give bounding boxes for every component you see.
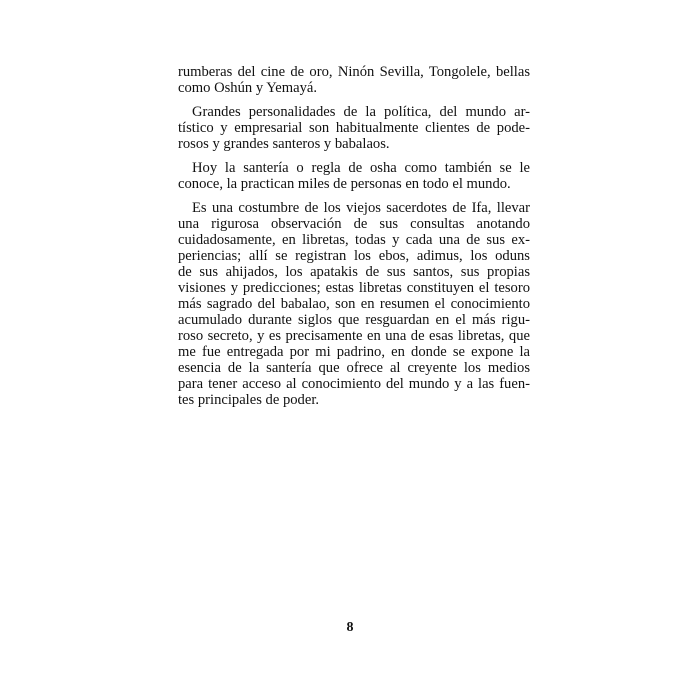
paragraph-4 — [178, 200, 530, 408]
text-line: cuidadosamente, en libretas, todas y cada una de sus ex- — [178, 232, 530, 248]
text-line: esencia de la santería que ofrece al creyente los medios — [178, 360, 530, 376]
text-line: periencias; allí se registran los ebos, adimus, los oduns — [178, 248, 530, 264]
body-text — [178, 64, 530, 416]
text-line: rumberas del cine de oro, Ninón Sevilla, Tongolele, bellas — [178, 64, 530, 80]
text-line: visiones y predicciones; estas libretas constituyen el tesoro — [178, 280, 530, 296]
text-line: tístico y empresarial son habitualmente clientes de pode- — [178, 120, 530, 136]
text-line: de sus ahijados, los apatakis de sus santos, sus propias — [178, 264, 530, 280]
paragraph-2 — [178, 104, 530, 152]
text-line: acumulado durante siglos que resguardan en el más rigu- — [178, 312, 530, 328]
paragraph-3 — [178, 160, 530, 192]
text-line: Hoy la santería o regla de osha como también se le — [192, 160, 530, 176]
paragraph-1 — [178, 64, 530, 96]
text-line: para tener acceso al conocimiento del mundo y a las fuen- — [178, 376, 530, 392]
text-line: me fue entregada por mi padrino, en donde se expone la — [178, 344, 530, 360]
text-line: más sagrado del babalao, son en resumen el conocimiento — [178, 296, 530, 312]
text-line: una rigurosa observación de sus consultas anotando — [178, 216, 530, 232]
text-line: como Oshún y Yemayá. — [178, 80, 318, 96]
text-line: roso secreto, y es precisamente en una de esas libretas, que — [178, 328, 530, 344]
text-line: Es una costumbre de los viejos sacerdotes de Ifa, llevar — [192, 200, 530, 216]
text-line: Grandes personalidades de la política, del mundo ar- — [192, 104, 530, 120]
text-line: rosos y grandes santeros y babalaos. — [178, 136, 390, 152]
text-line: conoce, la practican miles de personas en todo el mundo. — [178, 176, 511, 192]
page-number: 8 — [346, 620, 354, 635]
text-line: tes principales de poder. — [178, 392, 320, 408]
